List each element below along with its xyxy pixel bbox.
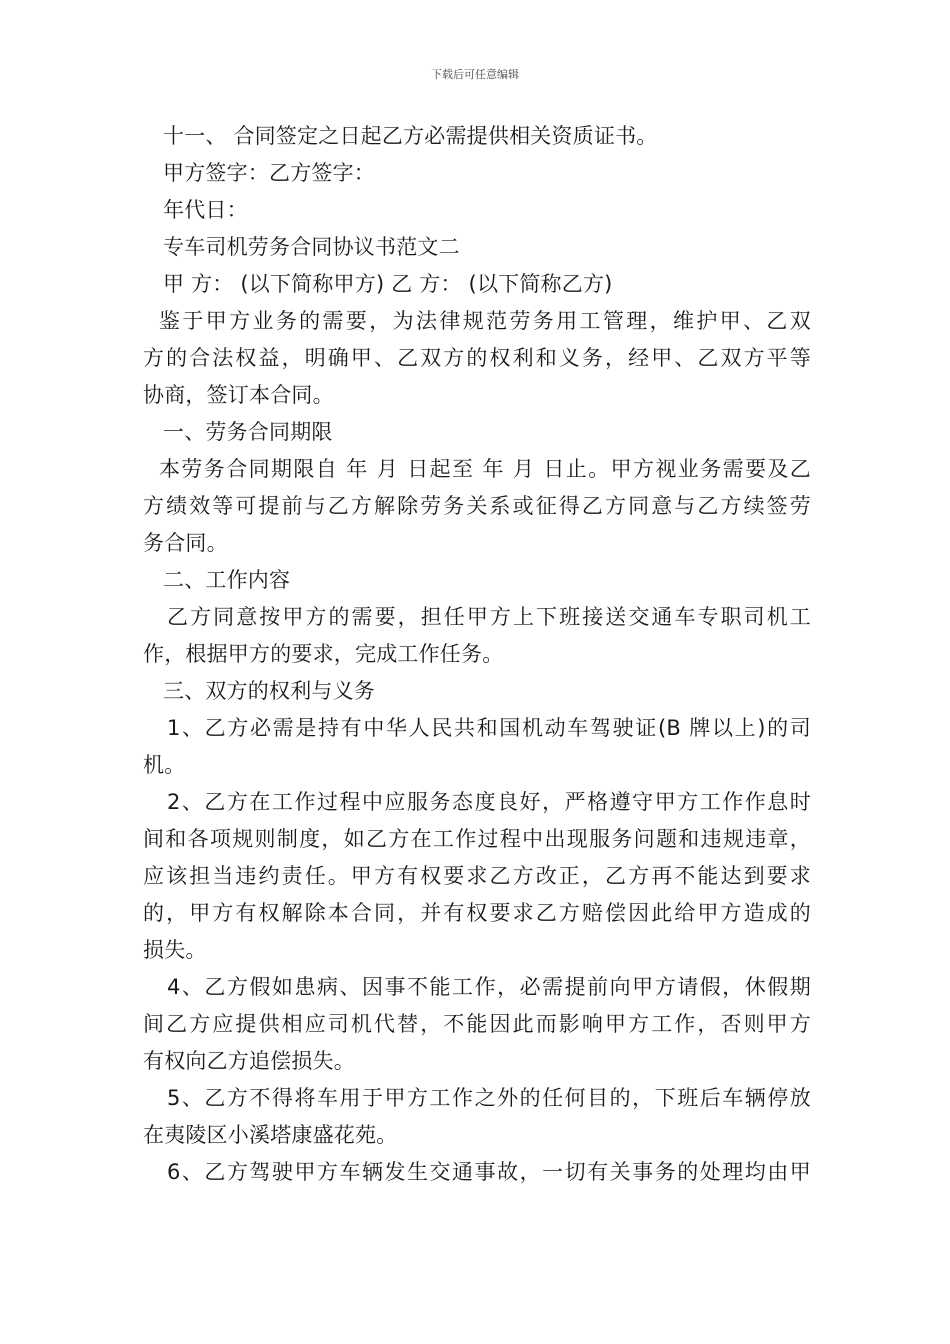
item-2-line-5: 损失。 xyxy=(143,938,207,962)
term-line-1: 本劳务合同期限自 年 月 日起至 年 月 日止。甲方视业务需要及乙 xyxy=(159,457,811,481)
item-1-line-1: 1、乙方必需是持有中华人民共和国机动车驾驶证(B 牌以上)的司 xyxy=(167,716,811,740)
item-6-line-1: 6、乙方驾驶甲方车辆发生交通事故，一切有关事务的处理均由甲 xyxy=(167,1160,811,1184)
work-line-2: 作，根据甲方的要求，完成工作任务。 xyxy=(143,642,504,666)
date-line: 年代日： xyxy=(163,198,248,222)
item-2-line-2: 间和各项规则制度，如乙方在工作过程中出现服务问题和违规违章， xyxy=(143,827,811,851)
document-body xyxy=(143,118,811,1191)
heading-term: 一、劳务合同期限 xyxy=(163,420,333,444)
term-line-2: 方绩效等可提前与乙方解除劳务关系或征得乙方同意与乙方续签劳 xyxy=(143,494,811,518)
clause-eleven: 十一、 合同签定之日起乙方必需提供相关资质证书。 xyxy=(163,124,658,148)
signature-line: 甲方签字：乙方签字： xyxy=(163,161,375,185)
page-header: 下载后可任意编辑 xyxy=(431,68,519,81)
parties-line: 甲 方： (以下简称甲方) 乙 方： (以下简称乙方) xyxy=(163,272,613,296)
item-5-line-2: 在夷陵区小溪塔康盛花苑。 xyxy=(143,1123,398,1147)
heading-work: 二、工作内容 xyxy=(163,568,291,592)
preamble-line-3: 协商，签订本合同。 xyxy=(143,383,334,407)
item-4-line-3: 有权向乙方追偿损失。 xyxy=(143,1049,355,1073)
preamble-line-1: 鉴于甲方业务的需要，为法律规范劳务用工管理，维护甲、乙双 xyxy=(159,309,811,333)
item-4-line-1: 4、乙方假如患病、因事不能工作，必需提前向甲方请假，休假期 xyxy=(167,975,811,999)
term-line-3: 务合同。 xyxy=(143,531,228,555)
item-2-line-4: 的，甲方有权解除本合同，并有权要求乙方赔偿因此给甲方造成的 xyxy=(143,901,811,925)
item-1-line-2: 机。 xyxy=(143,753,186,777)
item-2-line-1: 2、乙方在工作过程中应服务态度良好，严格遵守甲方工作作息时 xyxy=(167,790,811,814)
section-title: 专车司机劳务合同协议书范文二 xyxy=(163,235,460,259)
work-line-1: 乙方同意按甲方的需要，担任甲方上下班接送交通车专职司机工 xyxy=(167,605,811,629)
item-5-line-1: 5、乙方不得将车用于甲方工作之外的任何目的，下班后车辆停放 xyxy=(167,1086,811,1110)
heading-rights: 三、双方的权利与义务 xyxy=(163,679,375,703)
item-2-line-3: 应该担当违约责任。甲方有权要求乙方改正，乙方再不能达到要求 xyxy=(143,864,811,888)
item-4-line-2: 间乙方应提供相应司机代替，不能因此而影响甲方工作，否则甲方 xyxy=(143,1012,811,1036)
preamble-line-2: 方的合法权益，明确甲、乙双方的权利和义务，经甲、乙双方平等 xyxy=(143,346,811,370)
